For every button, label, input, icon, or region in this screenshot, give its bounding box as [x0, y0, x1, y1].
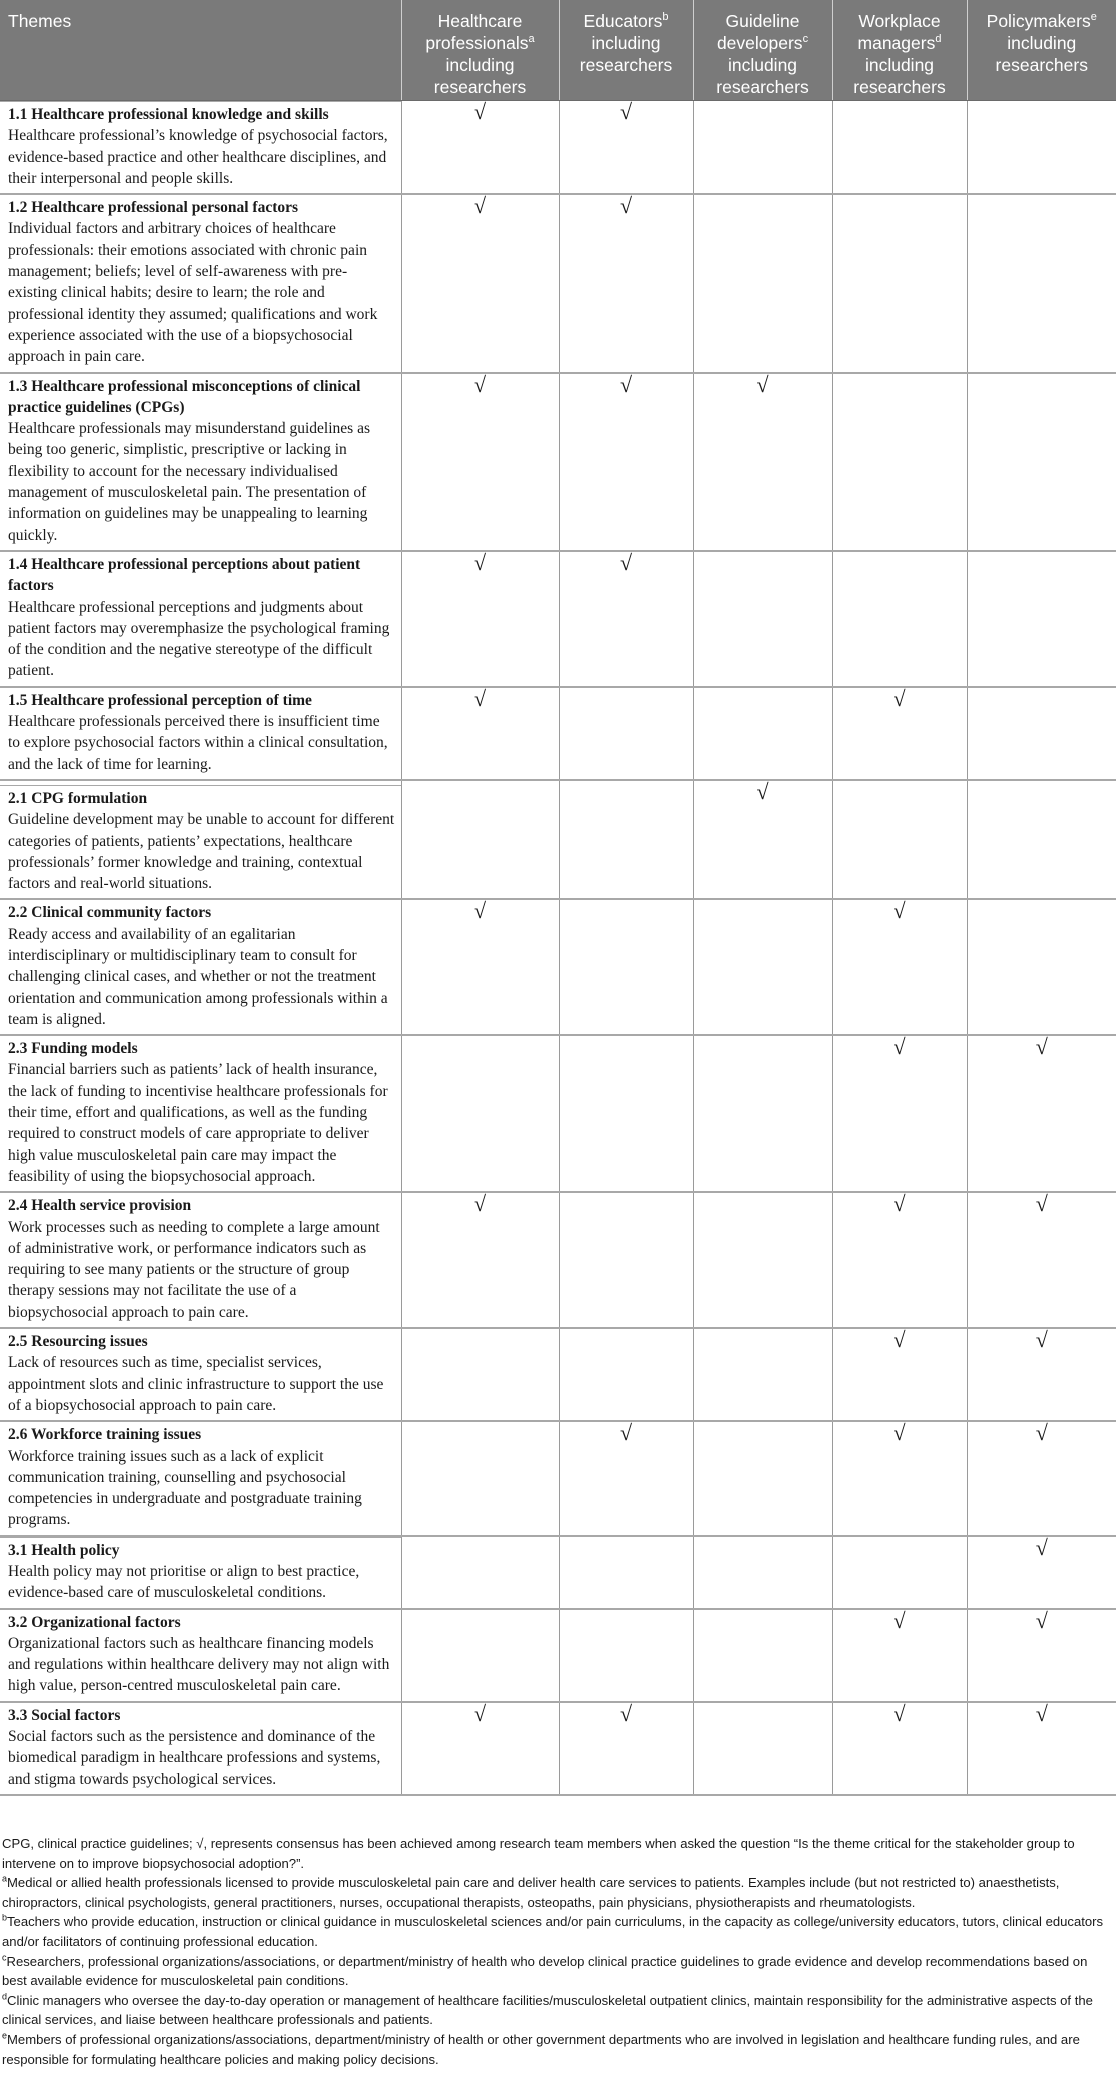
theme-description: Healthcare professional’s knowledge of psychosocial factors, evidence-based practice and other healthcare disciplines, and their interpersonal and people skills.: [8, 127, 388, 187]
theme-title: 2.3 Funding models: [8, 1040, 138, 1058]
stakeholder-cell: [559, 1035, 693, 1192]
stakeholder-cell: [401, 194, 559, 372]
check-mark-icon: √: [619, 193, 633, 219]
theme-title: 3.2 Organizational factors: [8, 1613, 181, 1631]
stakeholder-cell: [559, 1609, 693, 1702]
check-mark-icon: √: [893, 1420, 906, 1446]
check-mark-icon: √: [1035, 1700, 1048, 1726]
stakeholder-cell: [693, 101, 832, 195]
header-healthcare-professionals: Healthcare professionals$^a$ including researchers: [401, 0, 559, 101]
table-row: [0, 1421, 1116, 1535]
stakeholder-cell: [967, 373, 1116, 551]
theme-description: Individual factors and arbitrary choices of healthcare professionals: their emotions associated with chronic pain management; beliefs; level of self-awareness with pre-existing clinical habits; desire to learn; the role and professional identity they assumed; qualifications and work experience associated with the use of a biopsychosocial approach in pain care.: [8, 220, 378, 366]
stakeholder-cell: [832, 551, 967, 687]
stakeholder-cell: [401, 1609, 559, 1702]
stakeholder-cell: [559, 1702, 693, 1795]
stakeholder-cell: [401, 551, 559, 687]
check-mark-icon: √: [893, 1700, 906, 1726]
theme-cell: [0, 1609, 401, 1702]
stakeholder-cell: [559, 101, 693, 195]
stakeholder-cell: [832, 1328, 967, 1421]
stakeholder-cell: [559, 194, 693, 372]
theme-title: 1.1 Healthcare professional knowledge and skills: [8, 106, 329, 123]
stakeholder-cell: [559, 1421, 693, 1535]
stakeholder-cell: [693, 1536, 832, 1609]
check-mark-icon: √: [1035, 1420, 1048, 1446]
stakeholder-cell: [401, 1702, 559, 1795]
table-row: [0, 194, 1116, 372]
check-mark-icon: √: [473, 193, 487, 219]
theme-cell: [0, 1421, 401, 1535]
table-row: [0, 899, 1116, 1035]
stakeholder-cell: [401, 373, 559, 551]
stakeholder-cell: [401, 1192, 559, 1328]
stakeholder-cell: [693, 551, 832, 687]
theme-description: Organizational factors such as healthcare financing models and regulations within healthcare delivery may not align with high value, person-centred musculoskeletal pain care.: [8, 1634, 390, 1695]
table-row: [0, 687, 1116, 780]
stakeholder-cell: [832, 194, 967, 372]
stakeholder-cell: [693, 1328, 832, 1421]
stakeholder-cell: [559, 780, 693, 899]
table-row: [0, 1702, 1116, 1795]
theme-description: Social factors such as the persistence and dominance of the biomedical paradigm in healthcare professions and systems, and stigma towards psychological services.: [8, 1728, 381, 1788]
theme-description: Guideline development may be unable to account for different categories of patients, patients’ expectations, healthcare professionals’ former knowledge and training, contextual factors and real-world situations.: [8, 811, 395, 893]
stakeholder-cell: [967, 1035, 1116, 1192]
theme-title: 2.4 Health service provision: [8, 1197, 192, 1215]
stakeholder-cell: [693, 373, 832, 551]
stakeholder-cell: [967, 780, 1116, 899]
theme-cell: [0, 687, 401, 780]
stakeholder-cell: [967, 1421, 1116, 1535]
theme-cell: [0, 373, 401, 551]
header-educators: Educators$^b$ including researchers: [559, 0, 693, 101]
theme-cell: [0, 1328, 401, 1421]
stakeholder-cell: [559, 1328, 693, 1421]
stakeholder-cell: [967, 551, 1116, 687]
stakeholder-cell: [401, 1328, 559, 1421]
check-mark-icon: √: [1035, 1327, 1048, 1353]
footnote-e: $^e$Members of professional organizations/associations, department/ministry of health or other government departments who are involved in legislation and healthcare funding rules, and are responsible for formulating healthcare policies and making policy decisions.: [2, 2030, 1080, 2067]
stakeholder-cell: [832, 1035, 967, 1192]
stakeholder-cell: [401, 899, 559, 1035]
check-mark-icon: √: [756, 778, 769, 804]
stakeholder-cell: [832, 1702, 967, 1795]
theme-description: Financial barriers such as patients’ lack of health insurance, the lack of funding to incentivise healthcare professionals for their time, effort and qualifications, as well as the funding required to construct models of care appropriate to deliver high value musculoskeletal pain care may impact the feasibility of using the biopsychosocial approach.: [8, 1061, 388, 1185]
theme-description: Healthcare professionals perceived there is insufficient time to explore psychosocial factors within a clinical consultation, and the lack of time for learning.: [8, 713, 388, 773]
stakeholder-cell: [693, 780, 832, 899]
stakeholder-cell: [832, 1609, 967, 1702]
theme-cell: [0, 551, 401, 687]
check-mark-icon: √: [473, 99, 487, 124]
check-mark-icon: √: [619, 549, 633, 575]
theme-title: 2.5 Resourcing issues: [8, 1333, 148, 1351]
stakeholder-cell: [832, 1421, 967, 1535]
theme-title: 1.5 Healthcare professional perception of time: [8, 691, 312, 709]
stakeholder-cell: [967, 101, 1116, 195]
theme-cell: [0, 1192, 401, 1328]
stakeholder-cell: [967, 194, 1116, 372]
table-row: [0, 101, 1116, 195]
stakeholder-cell: [967, 1328, 1116, 1421]
theme-description: Work processes such as needing to complete a large amount of administrative work, or performance indicators such as requiring to see many patients or the structure of group therapy sessions may not facilitate the use of a biopsychosocial approach to pain care.: [8, 1218, 380, 1321]
check-mark-icon: √: [1035, 1034, 1048, 1060]
check-mark-icon: √: [893, 1034, 906, 1060]
stakeholder-cell: [967, 1609, 1116, 1702]
check-mark-icon: √: [1035, 1534, 1048, 1560]
theme-title: 3.3 Social factors: [8, 1706, 121, 1724]
stakeholder-cell: [967, 687, 1116, 780]
stakeholder-cell: [693, 687, 832, 780]
table-row: [0, 1536, 1116, 1609]
stakeholder-cell: [967, 1702, 1116, 1795]
theme-title: 1.3 Healthcare professional misconceptions of clinical practice guidelines (CPGs): [8, 377, 361, 416]
check-mark-icon: √: [473, 549, 487, 575]
stakeholder-cell: [967, 899, 1116, 1035]
stakeholder-cell: [967, 1536, 1116, 1609]
footnote-c: $^c$Researchers, professional organizations/associations, or department/ministry of health who develop clinical practice guidelines to grade evidence and develop recommendations based on best available evidence for musculoskeletal pain conditions.: [2, 1952, 1088, 1989]
check-mark-icon: √: [619, 99, 633, 124]
stakeholder-cell: [401, 101, 559, 195]
stakeholder-cell: [693, 899, 832, 1035]
stakeholder-cell: [832, 780, 967, 899]
table-row: [0, 1609, 1116, 1702]
header-themes: Themes: [0, 0, 401, 101]
stakeholder-cell: [559, 373, 693, 551]
stakeholder-cell: [693, 1609, 832, 1702]
theme-title: 1.4 Healthcare professional perceptions about patient factors: [8, 555, 361, 595]
stakeholder-cell: [832, 1192, 967, 1328]
stakeholder-cell: [693, 194, 832, 372]
theme-description: Healthcare professionals may misunderstand guidelines as being too generic, simplistic, prescriptive or lacking in flexibility to account for the necessary individualised management of musculoskeletal pain. The presentation of information on guidelines may be unappealing to learning quickly.: [8, 420, 370, 544]
theme-cell: [0, 194, 401, 372]
stakeholder-cell: [693, 1421, 832, 1535]
check-mark-icon: √: [619, 371, 633, 397]
footnote-a: $^a$Medical or allied health professionals licensed to provide musculoskeletal pain care and deliver health care services to patients. Examples include (but not restricted to) anaesthetists, chiropractors, clinical psychologists, general practitioners, nurses, occupational therapists, osteopaths, pain physicians, physiotherapists and rheumatologists.: [2, 1873, 1060, 1910]
stakeholder-cell: [401, 687, 559, 780]
footnote-d: $^d$Clinic managers who oversee the day-to-day operation or management of healthcare facilities/musculoskeletal outpatient clinics, maintain responsibility for the administrative aspects of the clinical services, and liaise between healthcare professionals and patients.: [2, 1991, 1093, 2028]
theme-cell: [0, 101, 401, 195]
stakeholder-cell: [559, 687, 693, 780]
theme-description: Lack of resources such as time, specialist services, appointment slots and clinic infrastructure to support the use of a biopsychosocial approach to pain care.: [8, 1354, 384, 1414]
stakeholder-cell: [401, 1536, 559, 1609]
check-mark-icon: √: [619, 1700, 633, 1726]
stakeholder-cell: [832, 373, 967, 551]
check-mark-icon: √: [473, 1191, 487, 1217]
theme-title: 3.1 Health policy: [8, 1541, 120, 1559]
theme-cell: [0, 1035, 401, 1192]
stakeholder-cell: [832, 899, 967, 1035]
table-header-row: [0, 0, 1116, 101]
stakeholder-cell: [559, 1192, 693, 1328]
check-mark-icon: √: [893, 1191, 906, 1217]
table-row: [0, 1035, 1116, 1192]
check-mark-icon: √: [893, 1327, 906, 1353]
check-mark-icon: √: [473, 685, 487, 711]
theme-title: 2.6 Workforce training issues: [8, 1426, 202, 1444]
table-row: [0, 1328, 1116, 1421]
stakeholder-cell: [693, 1702, 832, 1795]
theme-description: Workforce training issues such as a lack of explicit communication training, counselling and psychosocial competencies in undergraduate and postgraduate training programs.: [8, 1447, 362, 1529]
theme-cell: [0, 1536, 401, 1609]
table-row: [0, 1192, 1116, 1328]
header-guideline-developers: Guideline developers$^c$ including researchers: [693, 0, 832, 101]
check-mark-icon: √: [893, 1607, 906, 1633]
header-workplace-managers: Workplace managers$^d$ including researchers: [832, 0, 967, 101]
theme-cell: [0, 899, 401, 1035]
theme-title: 2.2 Clinical community factors: [8, 904, 212, 922]
stakeholder-cell: [559, 1536, 693, 1609]
theme-title: 1.2 Healthcare professional personal factors: [8, 199, 299, 217]
footnote-b: $^b$Teachers who provide education, instruction or clinical guidance in musculoskeletal sciences and/or pain curriculums, in the capacity as college/university educators, tutors, clinical educators and/or facilitators of continuing professional education.: [2, 1913, 1104, 1949]
footnote-main: CPG, clinical practice guidelines; √, represents consensus has been achieved among research team members when asked the question “Is the theme critical for the stakeholder group to intervene on to improve biopsychosocial adoption?”.: [2, 1836, 1075, 1871]
check-mark-icon: √: [473, 371, 487, 397]
stakeholder-cell: [559, 899, 693, 1035]
theme-title: 2.1 CPG formulation: [8, 789, 148, 807]
table-row: [0, 373, 1116, 551]
theme-description: Healthcare professional perceptions and judgments about patient factors may overemphasize the psychological framing of the condition and the negative stereotype of the difficult patient.: [8, 598, 390, 680]
table-row: [0, 780, 1116, 899]
theme-cell: [0, 780, 401, 899]
stakeholder-cell: [832, 101, 967, 195]
header-policymakers: Policymakers$^e$ including researchers: [967, 0, 1116, 101]
stakeholder-cell: [832, 1536, 967, 1609]
table-row: [0, 551, 1116, 687]
stakeholder-cell: [401, 780, 559, 899]
check-mark-icon: √: [893, 898, 906, 924]
stakeholder-cell: [401, 1035, 559, 1192]
theme-description: Ready access and availability of an egalitarian interdisciplinary or multidisciplinary team to consult for challenging clinical cases, and whether or not the treatment orientation and communication among professionals within a team is aligned.: [8, 925, 388, 1028]
stakeholder-cell: [693, 1035, 832, 1192]
check-mark-icon: √: [473, 898, 487, 924]
check-mark-icon: √: [1035, 1607, 1048, 1633]
table-footnotes: [0, 1834, 1116, 2069]
stakeholder-cell: [967, 1192, 1116, 1328]
stakeholder-cell: [832, 687, 967, 780]
check-mark-icon: √: [893, 685, 906, 711]
theme-cell: [0, 1702, 401, 1795]
stakeholder-cell: [559, 551, 693, 687]
check-mark-icon: √: [1035, 1191, 1048, 1217]
check-mark-icon: √: [473, 1700, 487, 1726]
stakeholder-cell: [693, 1192, 832, 1328]
check-mark-icon: √: [756, 371, 769, 397]
theme-description: Health policy may not prioritise or align to best practice, evidence-based care of musculoskeletal conditions.: [8, 1563, 360, 1602]
check-mark-icon: √: [619, 1420, 633, 1446]
stakeholder-cell: [401, 1421, 559, 1535]
